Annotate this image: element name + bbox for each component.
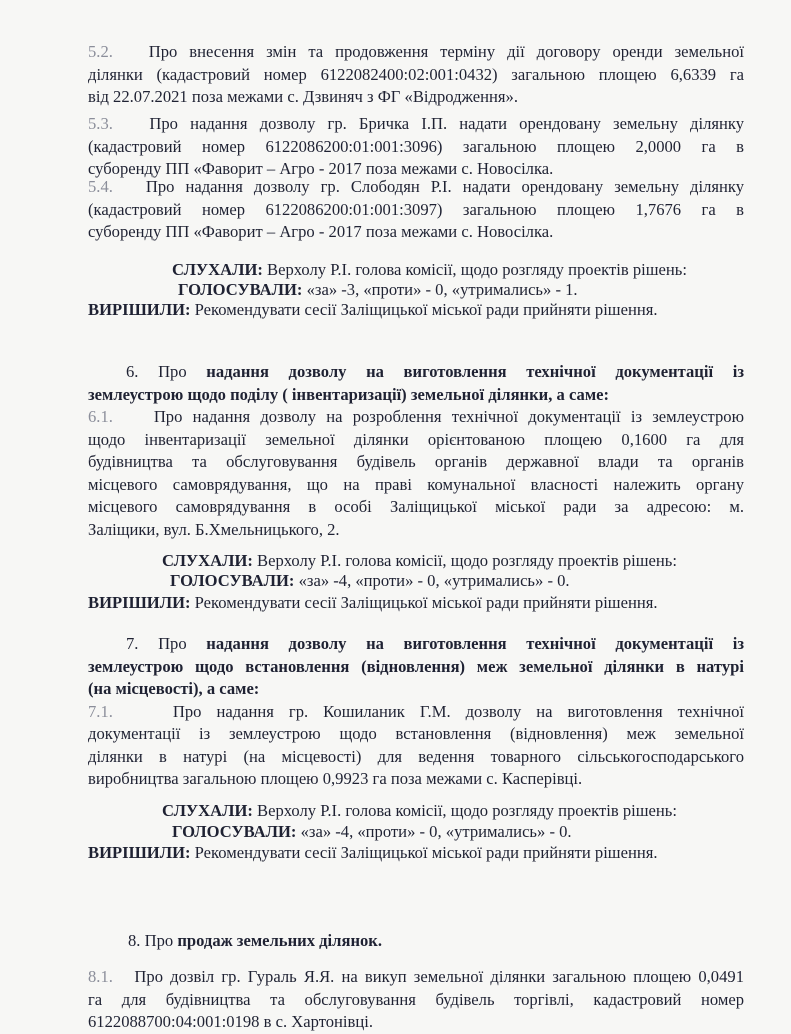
vyrishyly-line: ВИРІШИЛИ: Рекомендувати сесії Заліщицької міської ради прийняти рішення.	[88, 593, 658, 612]
item-8-1	[88, 966, 744, 1034]
item-line: місцевого самоврядування в особі Заліщицької міської ради за адресою: м.	[88, 497, 744, 516]
item-line: 5.2. Про внесення змін та продовження терміну дії договору оренди земельної	[88, 42, 744, 61]
item-line: (кадастровий номер 6122086200:01:001:3096) загальною площею 2,0000 га в	[88, 136, 744, 156]
item-line: (кадастровий номер 6122086200:01:001:3097) загальною площею 1,7676 га в	[88, 199, 744, 219]
item-line: 6122088700:04:001:0198 в с. Хартонівці.	[88, 1012, 373, 1031]
item-line: Заліщики, вул. Б.Хмельницького, 2.	[88, 519, 340, 539]
item-line: від 22.07.2021 поза межами с. Дзвиняч з ФГ «Відродження».	[88, 87, 518, 106]
item-line: ділянки (кадастровий номер 6122082400:02:001:0432) загальною площею 6,6339 га	[88, 64, 744, 84]
item-line: суборенду ПП «Фаворит – Агро - 2017 поза межами с. Новосілка.	[88, 159, 554, 178]
item-line: ділянки в натурі (на місцевості) для ведення товарного сільськогосподарського	[88, 746, 744, 766]
sluhaly-line: СЛУХАЛИ: Верхолу Р.І. голова комісії, щодо розгляду проектів рішень:	[172, 260, 687, 279]
item-line: місцевого самоврядування, що на праві комунальної власності належить органу	[88, 474, 744, 494]
vyrishyly-line: ВИРІШИЛИ: Рекомендувати сесії Заліщицької міської ради прийняти рішення.	[88, 300, 658, 319]
section-7-title: 7. Про надання дозволу на виготовлення технічної документації із	[126, 634, 744, 653]
item-line: 6.1. Про надання дозволу на розроблення технічної документації із землеустрою	[88, 407, 744, 426]
item-line: 7.1. Про надання гр. Кошиланик Г.М. дозволу на виготовлення технічної	[88, 701, 744, 721]
item-5-4	[88, 176, 744, 244]
section-6-title-line2: землеустрою щодо поділу ( інвентаризації) земельної ділянки, а саме:	[88, 384, 610, 404]
section-8-title: 8. Про продаж земельних ділянок.	[128, 931, 383, 950]
item-line: будівництва та обслуговування будівель органів державної влади та органів	[88, 452, 744, 471]
golosuvaly-line: ГОЛОСУВАЛИ: «за» -4, «проти» - 0, «утримались» - 0.	[170, 571, 570, 590]
item-line: щодо інвентаризації земельної ділянки орієнтованою площею 0,1600 га для	[88, 429, 744, 449]
golosuvaly-line: ГОЛОСУВАЛИ: «за» -4, «проти» - 0, «утримались» - 0.	[172, 822, 572, 841]
item-5-2	[88, 41, 744, 109]
section-7-title-line2: землеустрою щодо встановлення (відновлення) меж земельної ділянки в натурі	[88, 656, 744, 676]
item-line: документації із землеустрою щодо встановлення (відновлення) меж земельної	[88, 724, 744, 743]
section-6	[88, 361, 744, 541]
item-5-3	[88, 113, 744, 181]
item-line: 5.4. Про надання дозволу гр. Слободян Р.І. надати орендовану земельну ділянку	[88, 177, 744, 196]
section-7-title-line3: (на місцевості), а саме:	[88, 679, 260, 698]
item-line: 5.3. Про надання дозволу гр. Бричка І.П. надати орендовану земельну ділянку	[88, 114, 744, 133]
sluhaly-line: СЛУХАЛИ: Верхолу Р.І. голова комісії, щодо розгляду проектів рішень:	[162, 801, 677, 820]
golosuvaly-line: ГОЛОСУВАЛИ: «за» -3, «проти» - 0, «утримались» - 1.	[178, 280, 578, 299]
vyrishyly-line: ВИРІШИЛИ: Рекомендувати сесії Заліщицької міської ради прийняти рішення.	[88, 843, 658, 862]
item-line: виробництва загальною площею 0,9923 га поза межами с. Касперівці.	[88, 769, 583, 788]
section-6-title: 6. Про надання дозволу на виготовлення технічної документації із	[126, 362, 744, 381]
section-7	[88, 633, 744, 791]
item-line: суборенду ПП «Фаворит – Агро - 2017 поза межами с. Новосілка.	[88, 222, 554, 241]
item-line: га для будівництва та обслуговування будівель торгівлі, кадастровий номер	[88, 989, 744, 1009]
item-line: 8.1. Про дозвіл гр. Гураль Я.Я. на викуп земельної ділянки загальною площею 0,0491	[88, 967, 744, 986]
sluhaly-line: СЛУХАЛИ: Верхолу Р.І. голова комісії, щодо розгляду проектів рішень:	[162, 551, 677, 570]
